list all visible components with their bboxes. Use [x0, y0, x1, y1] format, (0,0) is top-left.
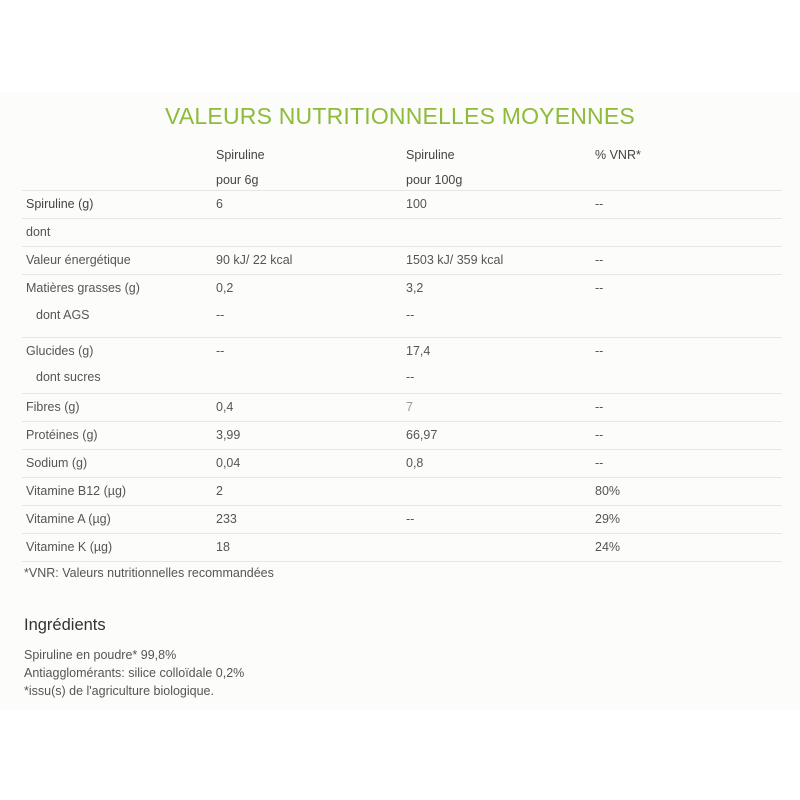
- table-row: [22, 478, 782, 506]
- table-row: [22, 450, 782, 478]
- table-row: [22, 275, 782, 338]
- row-label: dont: [26, 225, 51, 239]
- row-label: Protéines (g): [26, 428, 98, 442]
- ingredients-list: [24, 646, 244, 700]
- row-value-100g: 3,2: [406, 281, 424, 295]
- row-value-vnr: --: [595, 456, 604, 470]
- page-title: VALEURS NUTRITIONNELLES MOYENNES: [165, 103, 635, 129]
- row-label: Valeur énergétique: [26, 253, 131, 267]
- row-label: Spiruline (g): [26, 197, 94, 211]
- row-value-6g: 233: [216, 512, 237, 526]
- row-label: Vitamine B12 (µg): [26, 484, 127, 498]
- row-value-vnr: 24%: [595, 540, 621, 554]
- row-sublabel: dont AGS: [36, 308, 90, 322]
- ingredients-title: Ingrédients: [24, 616, 106, 634]
- row-value-6g: 2: [216, 484, 223, 498]
- table-row: [22, 506, 782, 534]
- row-value-vnr: 80%: [595, 484, 621, 498]
- row-value-100g: 1503 kJ/ 359 kcal: [406, 253, 504, 267]
- row-label: Sodium (g): [26, 456, 88, 470]
- table-row: [22, 247, 782, 275]
- row-subvalue-100g: --: [406, 370, 415, 384]
- row-subvalue-6g: --: [216, 308, 225, 322]
- row-value-vnr: 29%: [595, 512, 621, 526]
- row-value-6g: 3,99: [216, 428, 241, 442]
- row-subvalue-100g: --: [406, 308, 415, 322]
- row-value-6g: --: [216, 344, 225, 358]
- row-value-100g: 7: [406, 400, 413, 414]
- table-row: [22, 338, 782, 394]
- header-spiruline-6g: Spiruline pour 6g: [216, 148, 265, 187]
- row-value-100g: 100: [406, 197, 427, 211]
- row-value-vnr: --: [595, 197, 604, 211]
- row-value-vnr: --: [595, 344, 604, 358]
- table-row: [22, 422, 782, 450]
- nutrition-table: [22, 138, 782, 562]
- row-value-100g: --: [406, 512, 415, 526]
- row-value-6g: 18: [216, 540, 230, 554]
- table-row: [22, 394, 782, 422]
- row-value-100g: 17,4: [406, 344, 431, 358]
- table-row: [22, 191, 782, 219]
- row-value-6g: 6: [216, 197, 223, 211]
- row-sublabel: dont sucres: [36, 370, 101, 384]
- header-spiruline-100g: Spiruline pour 100g: [406, 148, 463, 187]
- row-label: Glucides (g): [26, 344, 94, 358]
- row-label: Fibres (g): [26, 400, 80, 414]
- row-label: Matières grasses (g): [26, 281, 140, 295]
- vnr-footnote: *VNR: Valeurs nutritionnelles recommandées: [24, 566, 274, 580]
- row-value-vnr: --: [595, 400, 604, 414]
- ingredient-line: Antiagglomérants: silice colloïdale 0,2%: [24, 666, 245, 680]
- ingredient-line: *issu(s) de l'agriculture biologique.: [24, 684, 214, 698]
- row-label: Vitamine A (µg): [26, 512, 111, 526]
- row-label: Vitamine K (µg): [26, 540, 113, 554]
- row-value-100g: 66,97: [406, 428, 438, 442]
- header-vnr: % VNR*: [595, 148, 641, 162]
- table-row: [22, 534, 782, 562]
- row-value-6g: 0,4: [216, 400, 234, 414]
- row-value-6g: 90 kJ/ 22 kcal: [216, 253, 293, 267]
- row-value-6g: 0,04: [216, 456, 241, 470]
- row-value-vnr: --: [595, 428, 604, 442]
- row-value-vnr: --: [595, 253, 604, 267]
- table-header: [22, 138, 782, 191]
- table-row: [22, 219, 782, 247]
- row-value-6g: 0,2: [216, 281, 234, 295]
- ingredient-line: Spiruline en poudre* 99,8%: [24, 648, 177, 662]
- row-value-vnr: --: [595, 281, 604, 295]
- row-value-100g: 0,8: [406, 456, 424, 470]
